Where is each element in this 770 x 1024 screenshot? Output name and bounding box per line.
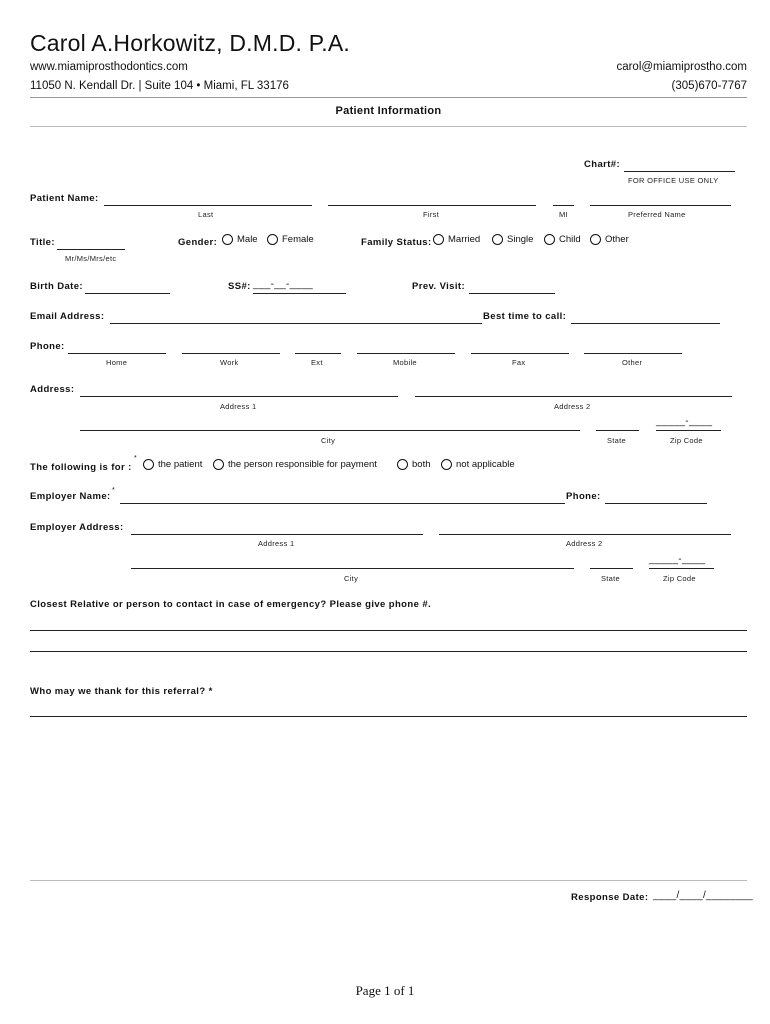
address2-caption: Address 2	[554, 402, 591, 411]
relative-label: Closest Relative or person to contact in case of emergency? Please give phone #.	[30, 599, 432, 610]
footer-divider	[30, 880, 747, 881]
employer-phone-label: Phone:	[566, 491, 601, 502]
gender-male-option[interactable]	[222, 234, 258, 245]
section-divider	[30, 126, 747, 127]
first-caption: First	[423, 210, 440, 219]
gender-male-label: Male	[237, 234, 258, 245]
family-other-label: Other	[605, 234, 629, 245]
employer-name-field[interactable]	[120, 503, 565, 504]
work-phone-field[interactable]	[182, 353, 280, 354]
title-label: Title:	[30, 237, 55, 248]
birth-date-field[interactable]	[85, 293, 170, 294]
section-title: Patient Information	[335, 105, 442, 117]
employer-address1-caption: Address 1	[258, 539, 295, 548]
state-caption: State	[607, 436, 627, 445]
email-label: Email Address:	[30, 311, 105, 322]
fax-field[interactable]	[471, 353, 569, 354]
following-required-mark: *	[134, 455, 137, 462]
chart-label: Chart#:	[584, 159, 621, 170]
family-married-label: Married	[448, 234, 481, 245]
address1-field[interactable]	[80, 396, 398, 397]
family-child-option[interactable]	[544, 234, 581, 245]
employer-city-field[interactable]	[131, 568, 574, 569]
employer-address2-field[interactable]	[439, 534, 731, 535]
employer-city-caption: City	[344, 574, 359, 583]
employer-address-label: Employer Address:	[30, 522, 124, 533]
practice-name: Carol A.Horkowitz, D.M.D. P.A.	[30, 30, 350, 56]
city-field[interactable]	[80, 430, 580, 431]
referral-label: Who may we thank for this referral? *	[30, 686, 213, 697]
family-married-option[interactable]	[433, 234, 480, 245]
following-na-label: not applicable	[456, 459, 515, 470]
home-caption: Home	[106, 358, 128, 367]
gender-female-label: Female	[282, 234, 314, 245]
following-responsible-option[interactable]	[213, 459, 377, 470]
address1-caption: Address 1	[220, 402, 257, 411]
family-child-label: Child	[559, 234, 581, 245]
following-both-label: both	[412, 459, 431, 470]
employer-zip-field[interactable]	[649, 568, 714, 569]
phone-label: Phone:	[30, 341, 65, 352]
radio-icon[interactable]	[433, 234, 444, 245]
radio-icon[interactable]	[222, 234, 233, 245]
other-caption: Other	[622, 358, 643, 367]
radio-icon[interactable]	[590, 234, 601, 245]
mi-field[interactable]	[553, 205, 574, 206]
zip-caption: Zip Code	[670, 436, 703, 445]
preferred-name-field[interactable]	[590, 205, 731, 206]
home-phone-field[interactable]	[68, 353, 166, 354]
state-field[interactable]	[596, 430, 639, 431]
mobile-caption: Mobile	[393, 358, 417, 367]
following-patient-option[interactable]	[143, 459, 202, 470]
response-date-label: Response Date:	[571, 892, 649, 903]
office-use-note: FOR OFFICE USE ONLY	[628, 176, 719, 185]
preferred-name-caption: Preferred Name	[628, 210, 686, 219]
employer-zip-mask: _____-____	[649, 554, 706, 565]
title-caption: Mr/Ms/Mrs/etc	[65, 254, 117, 263]
relative-field-line2[interactable]	[30, 651, 747, 652]
employer-required-mark: *	[112, 487, 115, 494]
address2-field[interactable]	[415, 396, 732, 397]
following-na-option[interactable]	[441, 459, 515, 470]
chart-field[interactable]	[624, 171, 735, 172]
employer-zip-caption: Zip Code	[663, 574, 696, 583]
following-responsible-label: the person responsible for payment	[228, 459, 377, 470]
family-status-label: Family Status:	[361, 237, 432, 248]
practice-address: 11050 N. Kendall Dr. | Suite 104 • Miami, FL 33176	[30, 80, 289, 92]
header-divider	[30, 97, 747, 98]
radio-icon[interactable]	[492, 234, 503, 245]
following-patient-label: the patient	[158, 459, 203, 470]
work-caption: Work	[220, 358, 239, 367]
practice-phone: (305)670-7767	[671, 80, 747, 92]
radio-icon[interactable]	[213, 459, 224, 470]
birth-date-label: Birth Date:	[30, 281, 83, 292]
ss-field[interactable]	[253, 293, 346, 294]
employer-address2-caption: Address 2	[566, 539, 603, 548]
page-number: Page 1 of 1	[355, 983, 415, 998]
prev-visit-label: Prev. Visit:	[412, 281, 466, 292]
zip-field[interactable]	[656, 430, 721, 431]
response-date-field[interactable]: ____/____/________	[653, 890, 753, 901]
prev-visit-field[interactable]	[469, 293, 555, 294]
practice-website: www.miamiprosthodontics.com	[30, 61, 188, 73]
radio-icon[interactable]	[143, 459, 154, 470]
ss-label: SS#:	[228, 281, 251, 292]
zip-mask: _____-____	[656, 416, 713, 427]
ext-field[interactable]	[295, 353, 341, 354]
first-name-field[interactable]	[328, 205, 536, 206]
employer-state-field[interactable]	[590, 568, 633, 569]
title-field[interactable]	[57, 249, 125, 250]
mobile-phone-field[interactable]	[357, 353, 455, 354]
family-other-option[interactable]	[590, 234, 629, 245]
practice-email: carol@miamiprostho.com	[616, 61, 747, 73]
referral-field[interactable]	[30, 716, 747, 717]
employer-state-caption: State	[601, 574, 621, 583]
email-field[interactable]	[110, 323, 482, 324]
city-caption: City	[321, 436, 336, 445]
radio-icon[interactable]	[397, 459, 408, 470]
best-time-field[interactable]	[571, 323, 720, 324]
best-time-label: Best time to call:	[483, 311, 567, 322]
mi-caption: MI	[559, 210, 568, 219]
radio-icon[interactable]	[544, 234, 555, 245]
gender-label: Gender:	[178, 237, 218, 248]
following-both-option[interactable]	[397, 459, 431, 470]
fax-caption: Fax	[512, 358, 526, 367]
family-single-option[interactable]	[492, 234, 533, 245]
address-label: Address:	[30, 384, 75, 395]
other-phone-field[interactable]	[584, 353, 682, 354]
last-name-field[interactable]	[104, 205, 312, 206]
employer-address1-field[interactable]	[131, 534, 423, 535]
gender-female-option[interactable]	[267, 234, 314, 245]
ext-caption: Ext	[311, 358, 323, 367]
family-single-label: Single	[507, 234, 534, 245]
radio-icon[interactable]	[441, 459, 452, 470]
ss-mask: ___-__-____	[253, 279, 314, 290]
radio-icon[interactable]	[267, 234, 278, 245]
following-label: The following is for :	[30, 462, 132, 473]
employer-name-label: Employer Name:	[30, 491, 111, 502]
last-caption: Last	[198, 210, 214, 219]
relative-field-line1[interactable]	[30, 630, 747, 631]
employer-phone-field[interactable]	[605, 503, 707, 504]
patient-name-label: Patient Name:	[30, 193, 99, 204]
